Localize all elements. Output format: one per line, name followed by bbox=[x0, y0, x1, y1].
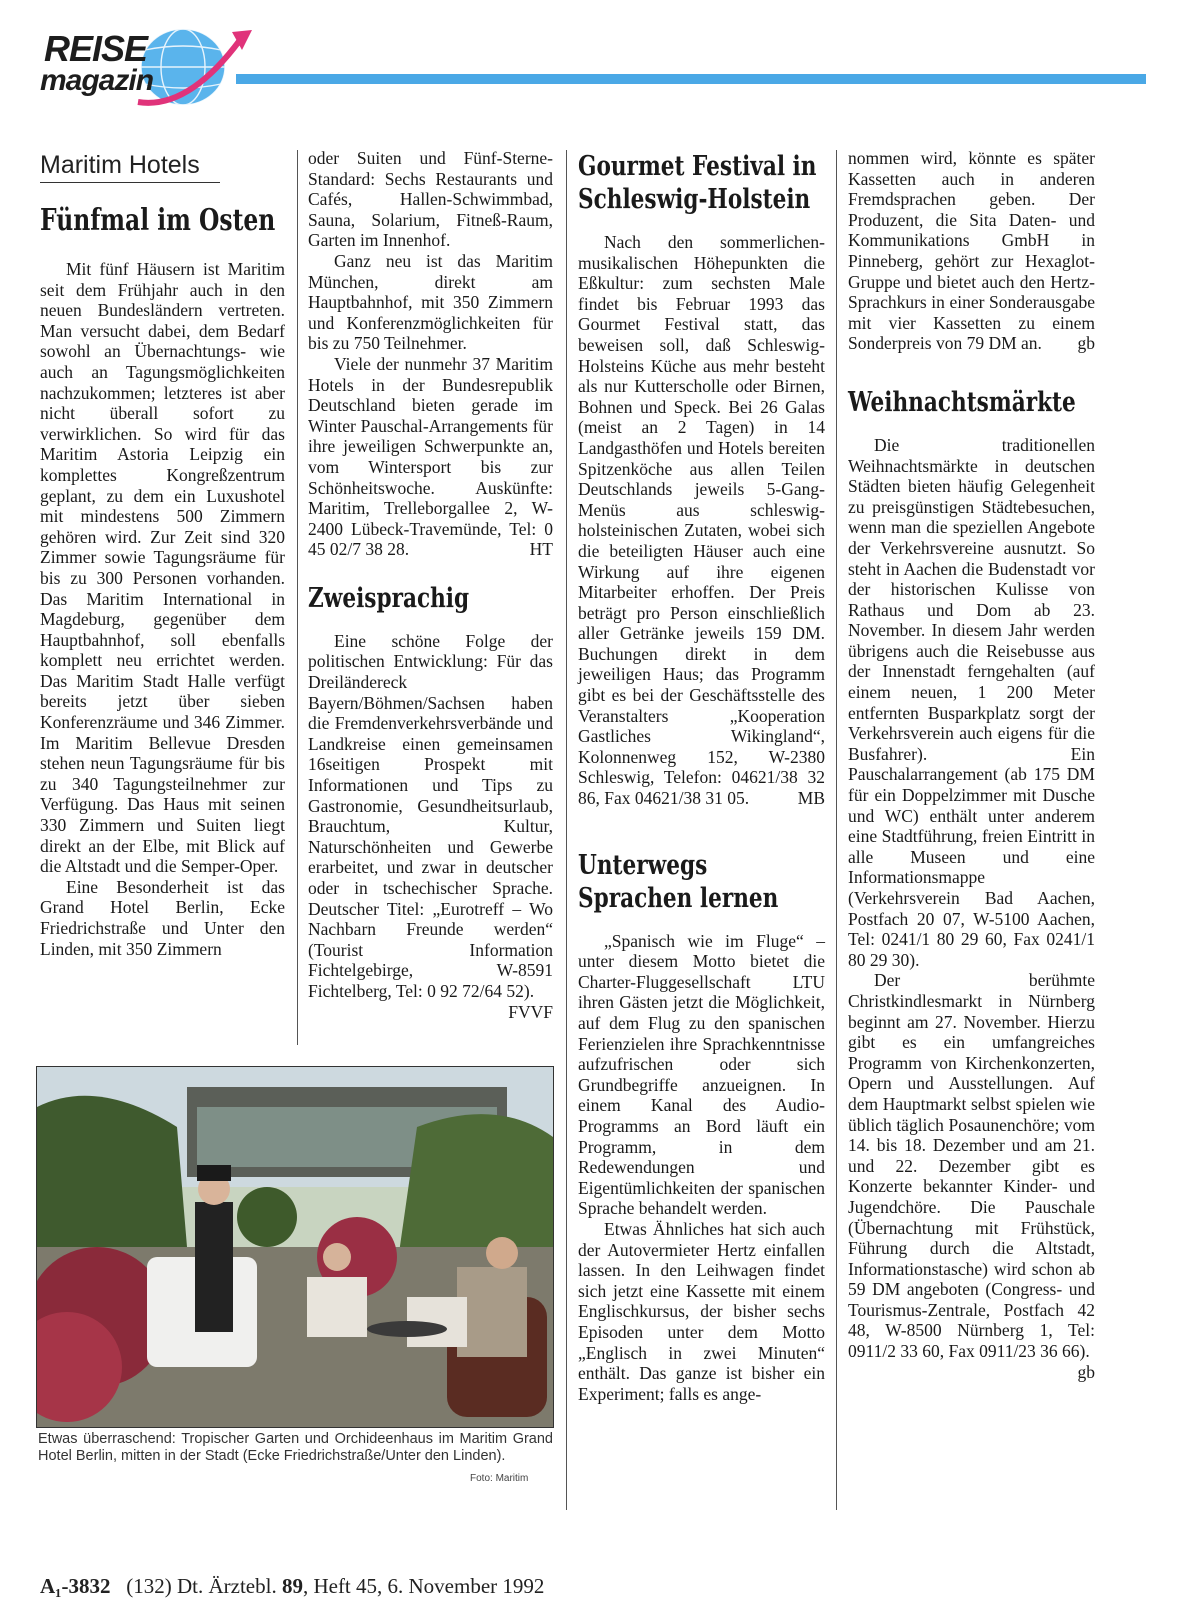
article-text: Viele der nunmehr 37 Maritim Hotels in der Bundesrepublik Deutschland bieten gerade im Winter Pauschal-Arrangements für ihre jeweiligen Schwerpunkte an, vom Wintersport bis zur Schönheitswoche. Auskünfte: Maritim, Trelleborgallee 2, W-2400 Lübeck-Travemünde, Tel: 0 45 02/7 38 28. bbox=[308, 353, 553, 560]
article-paragraph bbox=[308, 354, 553, 560]
article-paragraph: Ganz neu ist das Maritim München, direkt am Hauptbahnhof, mit 350 Zimmern und Konferenzmöglichkeiten für bis zu 750 Teilnehmer. bbox=[308, 250, 553, 354]
article-headline: Weihnachtsmärkte bbox=[848, 386, 1076, 418]
column-rule bbox=[836, 150, 837, 1510]
logo-magazin: magazin bbox=[40, 64, 154, 97]
column-3 bbox=[578, 150, 825, 1404]
author-signature: FVVF bbox=[508, 1001, 553, 1022]
author-signature: HT bbox=[529, 539, 553, 560]
article-text: nommen wird, könnte es später Kassetten auch in anderen Fremdsprachen geben. Der Produzent, die Sita Daten- und Kommunikations GmbH in Pinneberg, gehört zur Hexaglot-Gruppe und bietet auch den Hertz-Sprachkurs in einer Sonderausgabe mit vier Kassetten zu einem Sonderpreis von 79 DM an. bbox=[848, 148, 1095, 354]
author-signature: MB bbox=[797, 788, 825, 809]
article-kicker: Maritim Hotels bbox=[40, 150, 220, 183]
column-rule bbox=[566, 150, 567, 1510]
article-paragraph: Eine Besonderheit ist das Grand Hotel Berlin, Ecke Friedrichstraße und Unter den Linden, mit 350 Zimmern bbox=[40, 876, 285, 959]
article-paragraph: Etwas Ähnliches hat sich auch der Autovermieter Hertz einfallen lassen. In den Leihwagen findet sich jetzt eine Kassette mit einem Englischkursus, der bisher sechs Episoden unter dem Motto „Englisch in zwei Minuten“ enthält. Das ganze ist bisher ein Experiment; falls es ange- bbox=[578, 1218, 825, 1404]
article-paragraph: Die traditionellen Weihnachtsmärkte in deutschen Städten bieten häufig Gelegenheit zu preisgünstigen Städtebesuchen, wenn man die speziellen Angebote der Verkehrsvereine ausnutzt. So steht in Aachen die Budenstadt vor der historischen Kulisse von Rathaus und Dom ab 23. November. In diesem Jahr werden übrigens auch die Reisebusse aus der Innenstadt ferngehalten (auf einem neuen, 1 200 Meter entfernten Busparkplatz sorgt der Verkehrsverein auch eigens für die Busfahrer). Ein Pauschalarrangement (ab 175 DM für ein Doppelzimmer mit Dusche und WC) enthält unter anderem eine Stadtführung, freien Eintritt in alle Museen und eine Informationsmappe (Verkehrsverein Bad Aachen, Postfach 20 07, W-5100 Aachen, Tel: 0241/1 80 29 60, Fax 0241/1 80 29 30). bbox=[848, 434, 1095, 970]
article-headline: Sprachen lernen bbox=[578, 882, 779, 914]
article-paragraph bbox=[308, 630, 553, 1022]
masthead bbox=[36, 22, 1146, 110]
article-headline: Zweisprachig bbox=[308, 582, 470, 614]
photo-credit: Foto: Maritim bbox=[470, 1473, 529, 1484]
column-rule bbox=[297, 150, 298, 1045]
page-footer bbox=[40, 1574, 544, 1599]
journal-name: Dt. Ärztebl. bbox=[176, 1574, 277, 1598]
article-paragraph bbox=[848, 148, 1095, 354]
article-paragraph: „Spanisch wie im Fluge“ – unter diesem Motto bietet die Charter-Fluggesellschaft LTU ihren Gästen jetzt die Möglichkeit, auf dem Flug zu den spanischen Ferienzielen ihre Sprachkenntnisse aufzufrischen oder sich Grundbegriffe anzueignen. In einem Kanal des Audio-Programms an Bord läuft ein Programm, in dem Redewendungen und Eigentümlichkeiten der spanischen Sprache behandelt werden. bbox=[578, 930, 825, 1219]
journal-issue: , Heft 45, 6. November 1992 bbox=[302, 1574, 545, 1598]
author-signature: gb bbox=[1077, 1361, 1095, 1382]
article-headline: Schleswig-Holstein bbox=[578, 184, 811, 215]
logo-reise: REISE bbox=[44, 28, 148, 69]
journal-volume: 89 bbox=[281, 1574, 303, 1598]
article-paragraph bbox=[578, 232, 825, 809]
article-paragraph: Mit fünf Häusern ist Maritim seit dem Frühjahr auch in den neuen Bundesländern vertreten. Man versucht dabei, dem Bedarf sowohl an Übernachtungs- wie auch an Tagungsmöglichkeiten nachzukommen; letzteres ist aber nicht überall sofort zu verwirklichen. So wird für das Maritim Astoria Leipzig ein komplettes Kongreßzentrum geplant, zu dem ein Luxushotel mit mindestens 500 Zimmern gehören wird. Zur Zeit sind 320 Zimmer sowie Tagungsräume für bis zu 300 Personen vorhanden. Das Maritim International in Magdeburg, gegenüber dem Hauptbahnhof, soll ebenfalls komplett neu errichtet werden. Das Maritim Stadt Halle verfügt bereits jetzt über sieben Konferenzräume und 346 Zimmer. Im Maritim Bellevue Dresden stehen neun Tagungsräume für bis zu 340 Tagungsteilnehmer zur Verfügung. Das Haus mit seinen 330 Zimmern und Suiten liegt direkt an der Elbe, mit Blick auf die Altstadt und die Semper-Oper. bbox=[40, 259, 285, 877]
article-text: Der berühmte Christkindlesmarkt in Nürnberg beginnt am 27. November. Hierzu gibt es ein umfangreiches Programm von Kirchenkonzerten, Opern und Ausstellungen. Auf dem Hauptmarkt selbst spielen wie üblich täglich Posaunenchöre; vom 14. bis 18. Dezember und am 21. und 22. Dezember gibt es Konzerte bekannter Kinder- und Jugendchöre. Die Pauschale (Übernachtung mit Frühstück, Führung durch die Altstadt, Informationstasche) wird schon ab 59 DM angeboten (Congress- und Tourismus-Zentrale, Postfach 42 48, W-8500 Nürnberg 1, Tel: 0911/2 33 60, Fax 0911/23 36 66). bbox=[848, 970, 1095, 1362]
photo-illustration bbox=[37, 1067, 553, 1427]
masthead-rule bbox=[236, 74, 1146, 84]
page-number: (132) bbox=[126, 1574, 172, 1598]
article-headline: Gourmet Festival in bbox=[578, 151, 817, 182]
photo-caption: Etwas überraschend: Tropischer Garten und Orchideenhaus im Maritim Grand Hotel Berlin, mitten in der Stadt (Ecke Friedrichstraße/Unter den Linden). bbox=[38, 1431, 553, 1464]
article-headline: Unterwegs bbox=[578, 849, 708, 881]
article-paragraph bbox=[848, 970, 1095, 1382]
article-headline: Fünfmal im Osten bbox=[40, 203, 276, 238]
article-paragraph: oder Suiten und Fünf-Sterne-Standard: Sechs Restaurants und Cafés, Hallen-Schwimmbad, Sauna, Solarium, Fitneß-Raum, Garten im Innenhof. bbox=[308, 148, 553, 251]
author-signature: gb bbox=[1077, 333, 1095, 354]
hotel-garden-photo bbox=[36, 1066, 554, 1428]
column-4 bbox=[848, 148, 1095, 1382]
article-text: Eine schöne Folge der politischen Entwicklung: Für das Dreiländereck Bayern/Böhmen/Sachsen haben die Fremdenverkehrsverbände und Landkreise einen gemeinsamen 16seitigen Prospekt mit Informationen und Tips zu Gastronomie, Gesundheitsurlaub, Brauchtum, Kultur, Naturschönheiten und Gewerbe erarbeitet, und zwar in deutscher oder in tschechischer Sprache. Deutscher Titel: „Eurotreff – Wo Nachbarn Freunde werden“ (Tourist Information Fichtelgebirge, W-8591 Fichtelberg, Tel: 0 92 72/64 52). bbox=[308, 630, 553, 1001]
article-text: Nach den sommerlichen-musikalischen Höhepunkten die Eßkultur: zum sechsten Male findet bis Februar 1993 das Gourmet Festival statt, das beweisen soll, daß Schleswig-Holsteins Küche aus mehr besteht als nur Kutterscholle oder Birnen, Bohnen und Speck. Bei 26 Galas (meist an 2 Tagen) in 14 Landgasthöfen und Hotels bereiten Spitzenköche aus allen Teilen Deutschlands jeweils 5-Gang-Menüs aus schleswig-holsteinischen Zutaten, wobei sich die beteiligten Häuser auch eine Wirkung auf ihre eigenen Mitarbeiter erhoffen. Der Preis beträgt pro Person einschließlich aller Getränke jeweils 159 DM. Buchungen direkt in dem jeweiligen Haus; das Programm gibt es bei der Geschäftsstelle des Veranstalters „Kooperation Gastliches Wikingland“, Kolonnenweg 152, W-2380 Schleswig, Telefon: 04621/38 32 86, Fax 04621/38 31 05. bbox=[578, 232, 825, 809]
column-2 bbox=[308, 148, 553, 1022]
column-1 bbox=[40, 150, 285, 959]
page-code: A₁-3832 bbox=[40, 1574, 111, 1598]
